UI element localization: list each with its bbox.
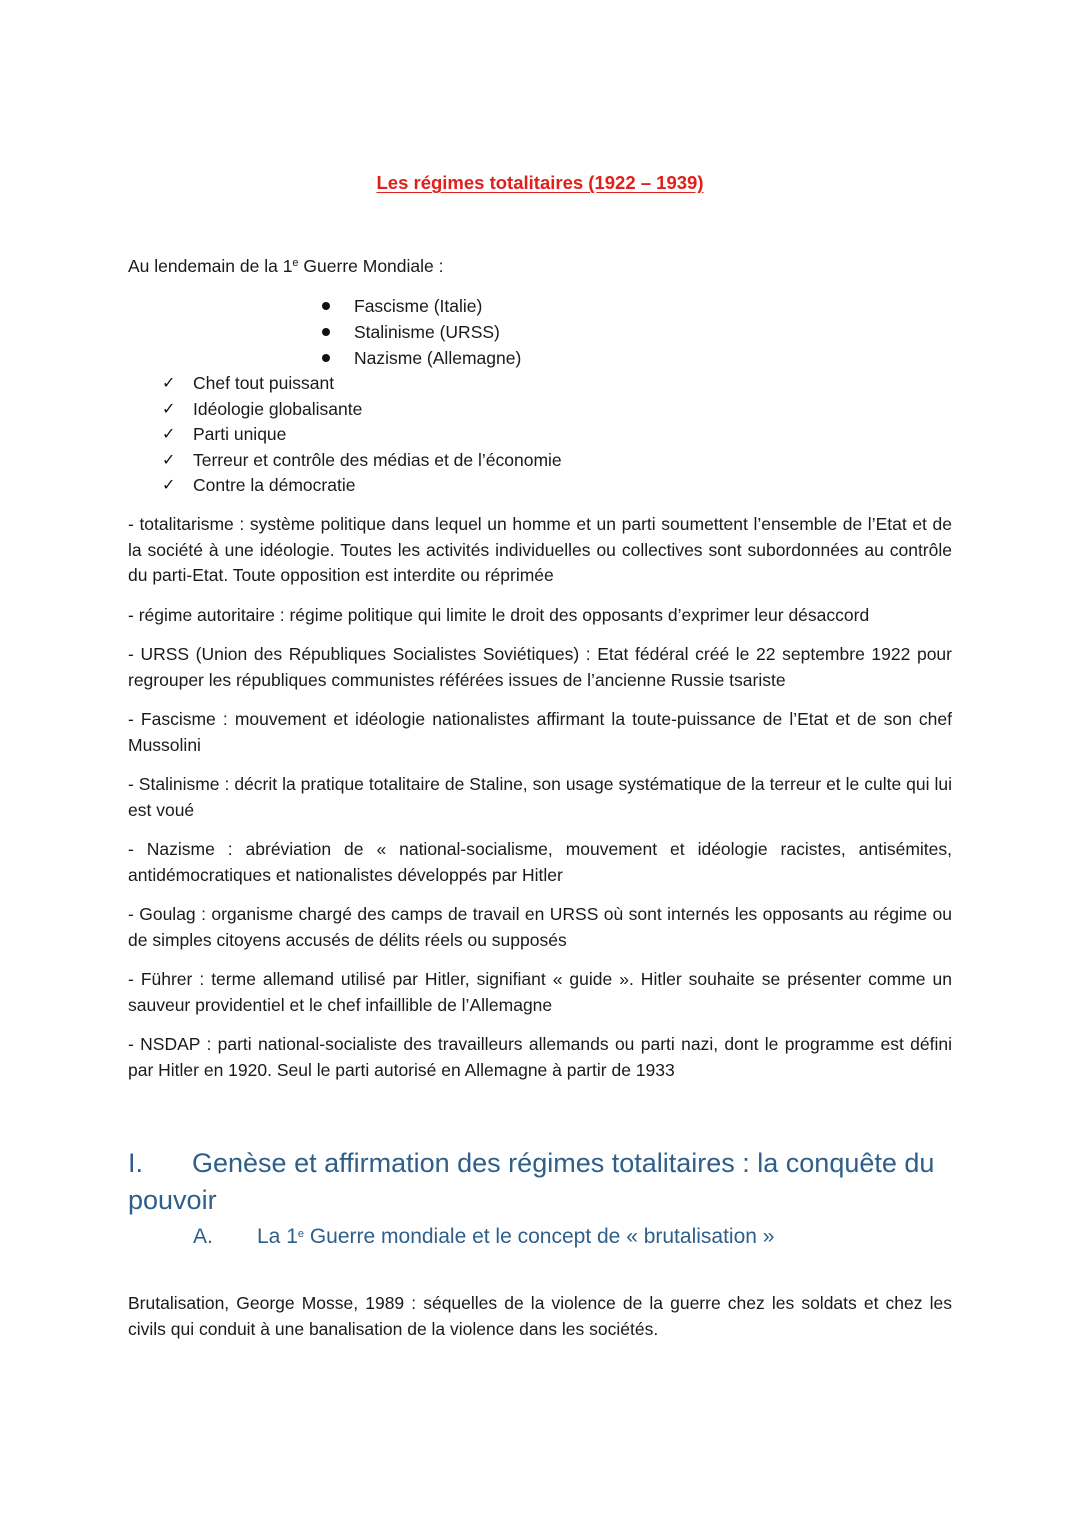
definitions-block [128,512,952,1097]
list-item [300,293,521,319]
list-item [300,345,521,371]
feature-label: Parti unique [193,424,287,444]
list-item [300,319,521,345]
checkmark-icon: ✓ [162,451,176,469]
definition-urss: - URSS (Union des Républiques Socialistes Soviétiques) : Etat fédéral créé le 22 septembre 1922 pour regrouper les républiques communistes référées issues de l’ancienne Russie tsariste [128,644,952,690]
checkmark-icon: ✓ [162,400,176,418]
page-title: Les régimes totalitaires (1922 – 1939) [376,172,704,193]
section-heading [128,1145,958,1219]
regimes-list [300,293,521,371]
regime-label: Fascisme (Italie) [354,296,483,316]
subsection-text-after: Guerre mondiale et le concept de « brutalisation » [304,1225,775,1248]
checkmark-icon: ✓ [162,375,176,392]
features-checklist [160,371,562,499]
intro-text-after: Guerre Mondiale : [298,256,444,276]
definition-fascisme: - Fascisme : mouvement et idéologie nationalistes affirmant la toute-puissance de l’Etat et de son chef Mussolini [128,709,952,755]
bullet-icon [322,328,330,336]
feature-label: Chef tout puissant [193,373,335,393]
feature-label: Terreur et contrôle des médias et de l’économie [193,449,562,470]
definition-nazisme: - Nazisme : abréviation de « national-socialisme, mouvement et idéologie racistes, antisémites, antidémocratiques et nationalistes développés par Hitler [128,839,952,885]
list-item [160,448,562,474]
brutalisation-paragraph: Brutalisation, George Mosse, 1989 : séquelles de la violence de la guerre chez les soldats et chez les civils qui conduit à une banalisation de la violence dans les sociétés. [128,1293,952,1339]
feature-label: Contre la démocratie [193,475,356,495]
definition-goulag: - Goulag : organisme chargé des camps de travail en URSS où sont internés les opposants au régime ou de simples citoyens accusés de délits réels ou supposés [128,904,952,950]
section-number: I. [128,1148,144,1178]
intro-line [128,254,443,278]
section-title-text: Genèse et affirmation des régimes totalitaires : la conquête du pouvoir [128,1148,935,1215]
list-item [160,397,562,423]
feature-label: Idéologie globalisante [193,398,363,419]
checkmark-icon: ✓ [162,426,176,443]
definition-totalitarisme: - totalitarisme : système politique dans lequel un homme et un parti soumettent l’ensemble de l’Etat et de la société à une idéologie. Toutes les activités individuelles ou collectives sont subordonnées au contrôle du parti-Etat. Toute opposition est interdite ou réprimée [128,514,952,585]
bullet-icon [322,354,330,362]
subsection-letter: A. [193,1225,213,1248]
list-item [160,422,562,448]
subsection-text-before: La 1 [257,1225,298,1248]
list-item [160,371,562,397]
subsection-superscript: e [297,1228,304,1240]
bullet-icon [322,302,330,310]
intro-superscript: e [292,257,299,269]
definition-stalinisme: - Stalinisme : décrit la pratique totalitaire de Staline, son usage systématique de la terreur et le culte qui lui est voué [128,774,952,820]
regime-label: Stalinisme (URSS) [354,322,500,342]
definition-regime-autoritaire: - régime autoritaire : régime politique qui limite le droit des opposants d’exprimer leur désaccord [128,604,870,625]
definition-nsdap: - NSDAP : parti national-socialiste des travailleurs allemands ou parti nazi, dont le programme est défini par Hitler en 1920. Seul le parti autorisé en Allemagne à partir de 1933 [128,1034,952,1080]
checkmark-icon: ✓ [162,477,176,494]
definition-fuhrer: - Führer : terme allemand utilisé par Hitler, signifiant « guide ». Hitler souhaite se présenter comme un sauveur providentiel et le chef infaillible de l’Allemagne [128,969,952,1015]
intro-text-before: Au lendemain de la 1 [128,256,293,276]
list-item [160,473,562,499]
regime-label: Nazisme (Allemagne) [354,348,522,368]
subsection-heading [193,1222,774,1252]
